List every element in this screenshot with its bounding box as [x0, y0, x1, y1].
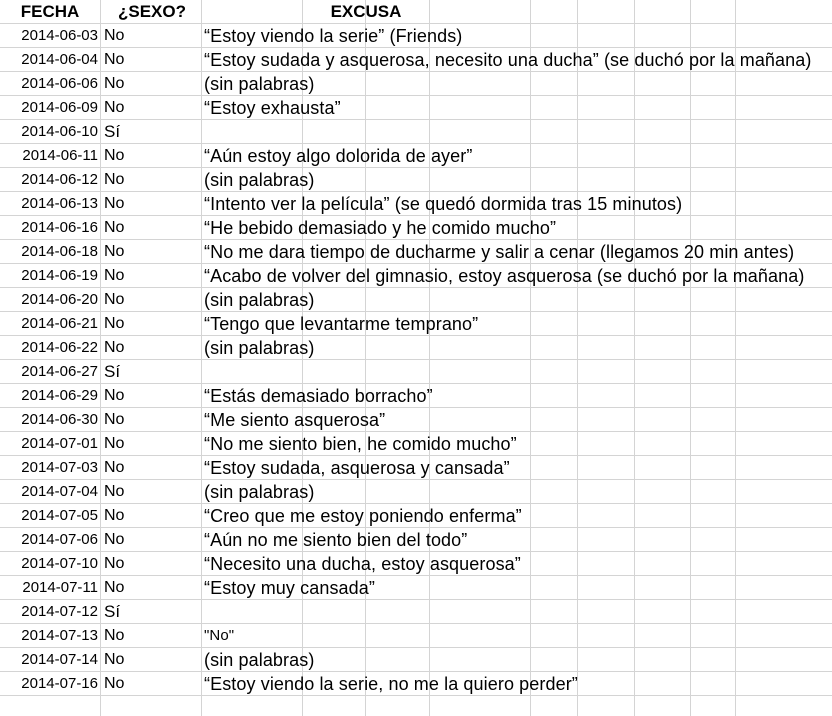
excuse-cell[interactable] — [204, 120, 832, 144]
excuse-cell[interactable]: “Me siento asquerosa” — [204, 410, 386, 430]
excuse-cell[interactable] — [204, 360, 832, 384]
excuse-cell[interactable]: “Creo que me estoy poniendo enferma” — [204, 506, 522, 526]
table-row — [0, 432, 832, 456]
header-excusa[interactable]: EXCUSA — [330, 2, 402, 21]
excuse-cell[interactable]: "No" — [204, 627, 235, 644]
table-row — [0, 24, 832, 48]
sex-cell[interactable]: Sí — [104, 362, 121, 381]
table-row — [0, 624, 832, 648]
table-row — [0, 576, 832, 600]
date-cell[interactable]: 2014-06-30 — [21, 411, 98, 428]
date-cell[interactable]: 2014-07-03 — [21, 459, 98, 476]
excuse-cell[interactable]: “Necesito una ducha, estoy asquerosa” — [204, 554, 521, 574]
date-cell[interactable]: 2014-06-11 — [22, 147, 98, 164]
excuse-cell[interactable]: (sin palabras) — [204, 74, 315, 94]
table-row — [0, 480, 832, 504]
table-row — [0, 264, 832, 288]
sex-cell[interactable]: No — [104, 531, 125, 548]
date-cell[interactable]: 2014-07-12 — [21, 603, 98, 620]
date-cell[interactable]: 2014-06-09 — [21, 99, 98, 116]
header-sexo[interactable]: ¿SEXO? — [117, 2, 186, 21]
sex-cell[interactable]: Sí — [104, 602, 121, 621]
excuse-cell[interactable]: “He bebido demasiado y he comido mucho” — [204, 218, 557, 238]
sex-cell[interactable]: No — [104, 315, 125, 332]
table-row — [0, 552, 832, 576]
sex-cell[interactable]: No — [104, 651, 125, 668]
excuse-cell[interactable]: (sin palabras) — [204, 338, 315, 358]
table-row — [0, 336, 832, 360]
excuse-cell[interactable]: “No me dara tiempo de ducharme y salir a cenar (llegamos 20 min antes) — [204, 242, 795, 262]
table-row — [0, 456, 832, 480]
excuse-cell[interactable]: “Estoy viendo la serie” (Friends) — [204, 26, 463, 46]
excuse-cell[interactable]: “Estoy exhausta” — [204, 98, 341, 118]
sex-cell[interactable]: No — [104, 147, 125, 164]
date-cell[interactable]: 2014-07-11 — [22, 579, 98, 596]
table-row — [0, 168, 832, 192]
table-row — [0, 504, 832, 528]
table-row — [0, 288, 832, 312]
date-cell[interactable]: 2014-06-10 — [21, 123, 98, 140]
date-cell[interactable]: 2014-07-10 — [21, 555, 98, 572]
date-cell[interactable]: 2014-06-03 — [21, 27, 98, 44]
date-cell[interactable]: 2014-07-06 — [21, 531, 98, 548]
table-row — [0, 648, 832, 672]
sex-cell[interactable]: No — [104, 387, 125, 404]
excuse-cell[interactable]: “Estás demasiado borracho” — [204, 386, 433, 406]
excuse-cell[interactable]: (sin palabras) — [204, 650, 315, 670]
header-row — [0, 0, 832, 24]
table-row — [0, 528, 832, 552]
date-cell[interactable]: 2014-06-20 — [21, 291, 98, 308]
sex-cell[interactable]: No — [104, 51, 125, 68]
date-cell[interactable]: 2014-06-12 — [21, 171, 98, 188]
date-cell[interactable]: 2014-07-05 — [21, 507, 98, 524]
table-row — [0, 48, 832, 72]
sex-cell[interactable]: No — [104, 627, 125, 644]
sex-cell[interactable]: No — [104, 99, 125, 116]
sex-cell[interactable]: No — [104, 75, 125, 92]
excuse-cell[interactable]: “Acabo de volver del gimnasio, estoy asquerosa (se duchó por la mañana) — [204, 266, 805, 286]
excuse-cell[interactable]: “Estoy sudada, asquerosa y cansada” — [204, 458, 510, 478]
excuse-cell[interactable]: “Estoy viendo la serie, no me la quiero perder” — [204, 674, 578, 694]
sex-cell[interactable]: No — [104, 555, 125, 572]
sex-cell[interactable]: No — [104, 27, 125, 44]
sex-cell[interactable]: No — [104, 171, 125, 188]
table-row — [0, 600, 832, 624]
table-row — [0, 312, 832, 336]
sex-cell[interactable]: No — [104, 291, 125, 308]
sex-cell[interactable]: No — [104, 435, 125, 452]
sex-cell[interactable]: Sí — [104, 122, 121, 141]
sex-cell[interactable]: No — [104, 267, 125, 284]
date-cell[interactable]: 2014-07-14 — [21, 651, 98, 668]
date-cell[interactable]: 2014-06-18 — [21, 243, 98, 260]
sex-cell[interactable]: No — [104, 675, 125, 692]
header-fecha[interactable]: FECHA — [20, 2, 80, 21]
table-row — [0, 384, 832, 408]
table-row — [0, 672, 832, 696]
table-row — [0, 96, 832, 120]
excuse-cell[interactable]: “Tengo que levantarme temprano” — [204, 314, 479, 334]
date-cell[interactable]: 2014-06-22 — [21, 339, 98, 356]
excuse-cell[interactable]: “Aún estoy algo dolorida de ayer” — [204, 146, 473, 166]
table-row — [0, 72, 832, 96]
sex-cell[interactable]: No — [104, 243, 125, 260]
excuse-cell[interactable]: “Estoy sudada y asquerosa, necesito una ducha” (se duchó por la mañana) — [204, 50, 812, 70]
sex-cell[interactable]: No — [104, 195, 125, 212]
sex-cell[interactable]: No — [104, 219, 125, 236]
table-row — [0, 192, 832, 216]
table-row — [0, 408, 832, 432]
excuse-cell[interactable]: “Aún no me siento bien del todo” — [204, 530, 468, 550]
date-cell[interactable]: 2014-07-16 — [21, 675, 98, 692]
table-row — [0, 216, 832, 240]
excuse-cell[interactable]: (sin palabras) — [204, 482, 315, 502]
sex-cell[interactable]: No — [104, 483, 125, 500]
date-cell[interactable]: 2014-06-19 — [21, 267, 98, 284]
date-cell[interactable]: 2014-06-29 — [21, 387, 98, 404]
excuse-cell[interactable]: “No me siento bien, he comido mucho” — [204, 434, 517, 454]
table-row — [0, 360, 832, 384]
table-row — [0, 120, 832, 144]
table-row — [0, 144, 832, 168]
sex-cell[interactable]: No — [104, 339, 125, 356]
sex-cell[interactable]: No — [104, 411, 125, 428]
date-cell[interactable]: 2014-06-21 — [21, 315, 98, 332]
sex-cell[interactable]: No — [104, 459, 125, 476]
table-row — [0, 240, 832, 264]
sex-cell[interactable]: No — [104, 507, 125, 524]
sex-cell[interactable]: No — [104, 579, 125, 596]
excuse-cell[interactable]: “Intento ver la película” (se quedó dormida tras 15 minutos) — [204, 194, 683, 214]
excuse-cell[interactable] — [204, 600, 832, 624]
date-cell[interactable]: 2014-06-06 — [21, 75, 98, 92]
excuse-cell[interactable]: “Estoy muy cansada” — [204, 578, 375, 598]
date-cell[interactable]: 2014-06-16 — [21, 219, 98, 236]
date-cell[interactable]: 2014-07-13 — [21, 627, 98, 644]
date-cell[interactable]: 2014-06-13 — [21, 195, 98, 212]
date-cell[interactable]: 2014-06-04 — [21, 51, 98, 68]
date-cell[interactable]: 2014-07-01 — [21, 435, 98, 452]
excuse-cell[interactable]: (sin palabras) — [204, 170, 315, 190]
date-cell[interactable]: 2014-06-27 — [21, 363, 98, 380]
excuse-cell[interactable]: (sin palabras) — [204, 290, 315, 310]
date-cell[interactable]: 2014-07-04 — [21, 483, 98, 500]
